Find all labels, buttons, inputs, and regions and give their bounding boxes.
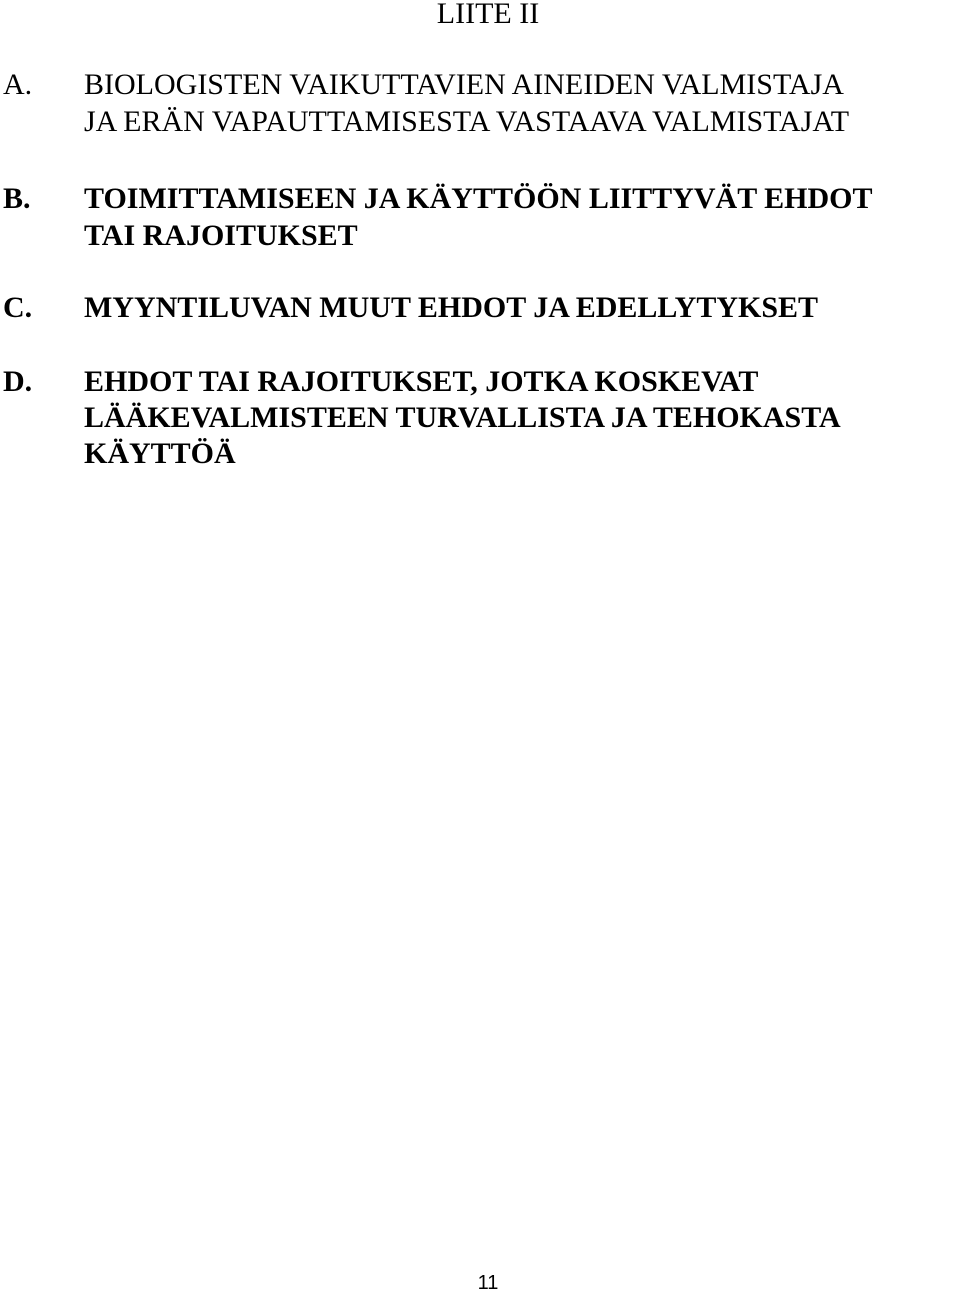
section-d-title-line-3: KÄYTTÖÄ	[84, 437, 236, 470]
section-b-title	[84, 180, 873, 254]
section-d-title-line-2: LÄÄKEVALMISTEEN TURVALLISTA JA TEHOKASTA	[84, 401, 841, 434]
section-b-title-line-1: TOIMITTAMISEEN JA KÄYTTÖÖN LIITTYVÄT EHDOT	[84, 182, 873, 215]
section-d-letter: D.	[3, 365, 33, 398]
section-a-title-line-2: JA ERÄN VAPAUTTAMISESTA VASTAAVA VALMISTAJAT	[84, 105, 850, 138]
section-c-letter: C.	[3, 291, 33, 324]
section-d-title-line-1: EHDOT TAI RAJOITUKSET, JOTKA KOSKEVAT	[84, 365, 759, 398]
annex-title: LIITE II	[436, 0, 540, 30]
section-c-title-line-1: MYYNTILUVAN MUUT EHDOT JA EDELLYTYKSET	[84, 291, 819, 324]
section-d-title	[84, 364, 841, 472]
section-c-title	[84, 289, 818, 326]
section-a-title	[84, 66, 849, 140]
section-b-title-line-2: TAI RAJOITUKSET	[84, 219, 358, 252]
page-number: 11	[477, 1272, 499, 1294]
section-a-letter: A.	[3, 68, 33, 101]
section-b-letter: B.	[3, 182, 31, 215]
section-a-title-line-1: BIOLOGISTEN VAIKUTTAVIEN AINEIDEN VALMISTAJA	[84, 68, 844, 101]
